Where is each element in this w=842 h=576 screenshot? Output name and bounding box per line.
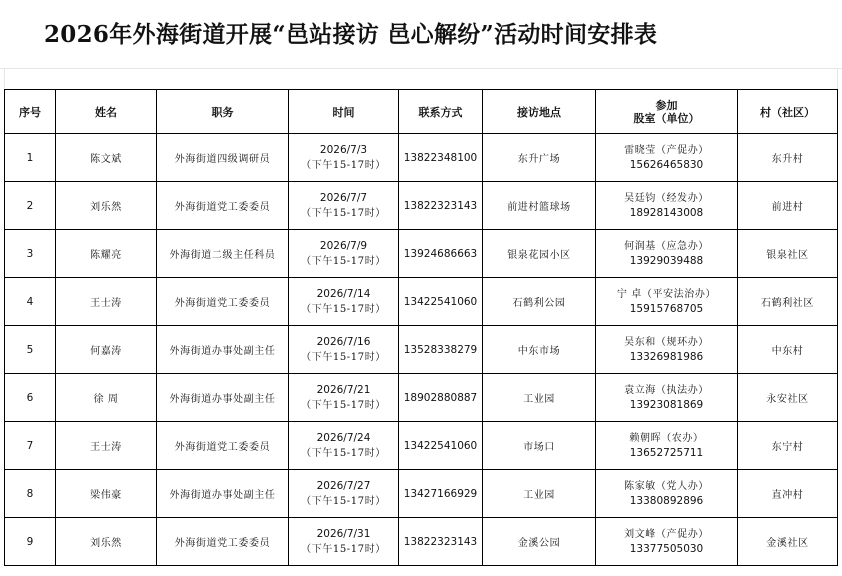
header-name: 姓名 [56,90,157,134]
cell-no: 4 [5,278,56,326]
cell-village: 东宁村 [738,422,838,470]
cell-dept-person: 吴廷钧（经发办） [624,192,709,204]
cell-date: 2026/7/14 [316,287,371,300]
cell-dept-phone: 13929039488 [629,254,704,267]
cell-no: 6 [5,374,56,422]
cell-position: 外海街道党工委委员 [157,422,289,470]
cell-dept-phone: 13923081869 [629,398,704,411]
cell-village: 永安社区 [738,374,838,422]
cell-no: 5 [5,326,56,374]
cell-time [289,326,399,374]
cell-dept-person: 陈家敏（党人办） [624,480,709,492]
header-dept-line2: 股室（单位） [633,111,700,125]
cell-location: 中东市场 [483,326,596,374]
cell-time [289,518,399,566]
cell-village: 金溪社区 [738,518,838,566]
cell-phone: 13422541060 [399,278,483,326]
sheet-gridline [0,68,842,69]
cell-dept-phone: 15915768705 [629,302,704,315]
cell-location: 市场口 [483,422,596,470]
cell-dept-person: 袁立海（执法办） [624,384,709,396]
header-contact: 联系方式 [399,90,483,134]
cell-name: 梁伟豪 [56,470,157,518]
cell-date: 2026/7/16 [316,335,371,348]
cell-date: 2026/7/24 [316,431,371,444]
cell-name: 刘乐然 [56,518,157,566]
cell-dept [596,422,738,470]
cell-time [289,470,399,518]
cell-period: （下午15-17时） [301,159,386,171]
cell-date: 2026/7/27 [316,479,371,492]
cell-phone: 13427166929 [399,470,483,518]
cell-location: 东升广场 [483,134,596,182]
cell-position: 外海街道办事处副主任 [157,470,289,518]
cell-name: 陈耀亮 [56,230,157,278]
cell-period: （下午15-17时） [301,447,386,459]
cell-dept-person: 赖朝晖（农办） [629,432,704,444]
cell-village: 银泉社区 [738,230,838,278]
cell-name: 何嘉涛 [56,326,157,374]
cell-name: 徐 周 [56,374,157,422]
cell-location: 前进村篮球场 [483,182,596,230]
schedule-table [4,89,838,566]
cell-dept-phone: 18928143008 [629,206,704,219]
cell-dept-person: 吴东和（规环办） [624,336,709,348]
cell-dept-person: 雷晓莹（产促办） [624,144,709,156]
cell-time [289,278,399,326]
cell-time [289,134,399,182]
cell-period: （下午15-17时） [301,207,386,219]
cell-dept-phone: 13380892896 [629,494,704,507]
cell-position: 外海街道办事处副主任 [157,326,289,374]
sheet-gridline [4,68,5,89]
cell-time [289,422,399,470]
cell-dept-person: 宁 卓（平安法治办） [616,288,717,300]
cell-period: （下午15-17时） [301,399,386,411]
cell-phone: 13822323143 [399,518,483,566]
cell-location: 工业园 [483,374,596,422]
cell-phone: 13422541060 [399,422,483,470]
cell-position: 外海街道党工委委员 [157,182,289,230]
cell-dept [596,182,738,230]
cell-phone: 13822348100 [399,134,483,182]
table-row [5,278,838,326]
cell-date: 2026/7/3 [319,143,368,156]
table-row [5,374,838,422]
header-village: 村（社区） [738,90,838,134]
table-row [5,470,838,518]
cell-dept [596,134,738,182]
cell-name: 王士涛 [56,422,157,470]
cell-village: 直冲村 [738,470,838,518]
cell-village: 中东村 [738,326,838,374]
header-dept [596,90,738,134]
table-row [5,326,838,374]
cell-time [289,230,399,278]
table-row [5,134,838,182]
cell-phone: 13924686663 [399,230,483,278]
cell-dept-person: 何润基（应急办） [624,240,709,252]
header-dept-line1: 参加 [655,98,678,112]
cell-village: 前进村 [738,182,838,230]
cell-dept [596,230,738,278]
cell-no: 8 [5,470,56,518]
table-row [5,518,838,566]
cell-name: 陈文斌 [56,134,157,182]
cell-position: 外海街道党工委委员 [157,518,289,566]
cell-date: 2026/7/31 [316,527,371,540]
header-time: 时间 [289,90,399,134]
header-position: 职务 [157,90,289,134]
cell-dept-phone: 13377505030 [629,542,704,555]
cell-dept-phone: 13326981986 [629,350,704,363]
cell-location: 金溪公园 [483,518,596,566]
cell-dept-person: 刘文峰（产促办） [624,528,709,540]
table-header-row [5,90,838,134]
cell-position: 外海街道四级调研员 [157,134,289,182]
cell-no: 9 [5,518,56,566]
header-no: 序号 [5,90,56,134]
cell-dept [596,470,738,518]
cell-position: 外海街道二级主任科员 [157,230,289,278]
cell-no: 2 [5,182,56,230]
header-location: 接访地点 [483,90,596,134]
cell-phone: 13528338279 [399,326,483,374]
cell-dept [596,326,738,374]
cell-no: 7 [5,422,56,470]
cell-dept [596,278,738,326]
cell-dept-phone: 15626465830 [629,158,704,171]
page-title: 2026年外海街道开展“邑站接访 邑心解纷”活动时间安排表 [44,21,658,48]
cell-date: 2026/7/9 [319,239,368,252]
cell-period: （下午15-17时） [301,303,386,315]
table-row [5,182,838,230]
cell-position: 外海街道办事处副主任 [157,374,289,422]
cell-period: （下午15-17时） [301,495,386,507]
cell-no: 3 [5,230,56,278]
sheet-gridline [837,68,838,89]
cell-location: 石鹤利公园 [483,278,596,326]
cell-name: 王士涛 [56,278,157,326]
table-row [5,422,838,470]
cell-period: （下午15-17时） [301,351,386,363]
cell-dept [596,518,738,566]
cell-location: 工业园 [483,470,596,518]
cell-period: （下午15-17时） [301,255,386,267]
cell-dept-phone: 13652725711 [629,446,704,459]
cell-phone: 13822323143 [399,182,483,230]
cell-village: 东升村 [738,134,838,182]
cell-name: 刘乐然 [56,182,157,230]
cell-location: 银泉花园小区 [483,230,596,278]
cell-time [289,374,399,422]
table-row [5,230,838,278]
cell-village: 石鹤利社区 [738,278,838,326]
cell-time [289,182,399,230]
cell-no: 1 [5,134,56,182]
cell-date: 2026/7/21 [316,383,371,396]
cell-phone: 18902880887 [399,374,483,422]
cell-period: （下午15-17时） [301,543,386,555]
cell-dept [596,374,738,422]
cell-date: 2026/7/7 [319,191,368,204]
cell-position: 外海街道党工委委员 [157,278,289,326]
